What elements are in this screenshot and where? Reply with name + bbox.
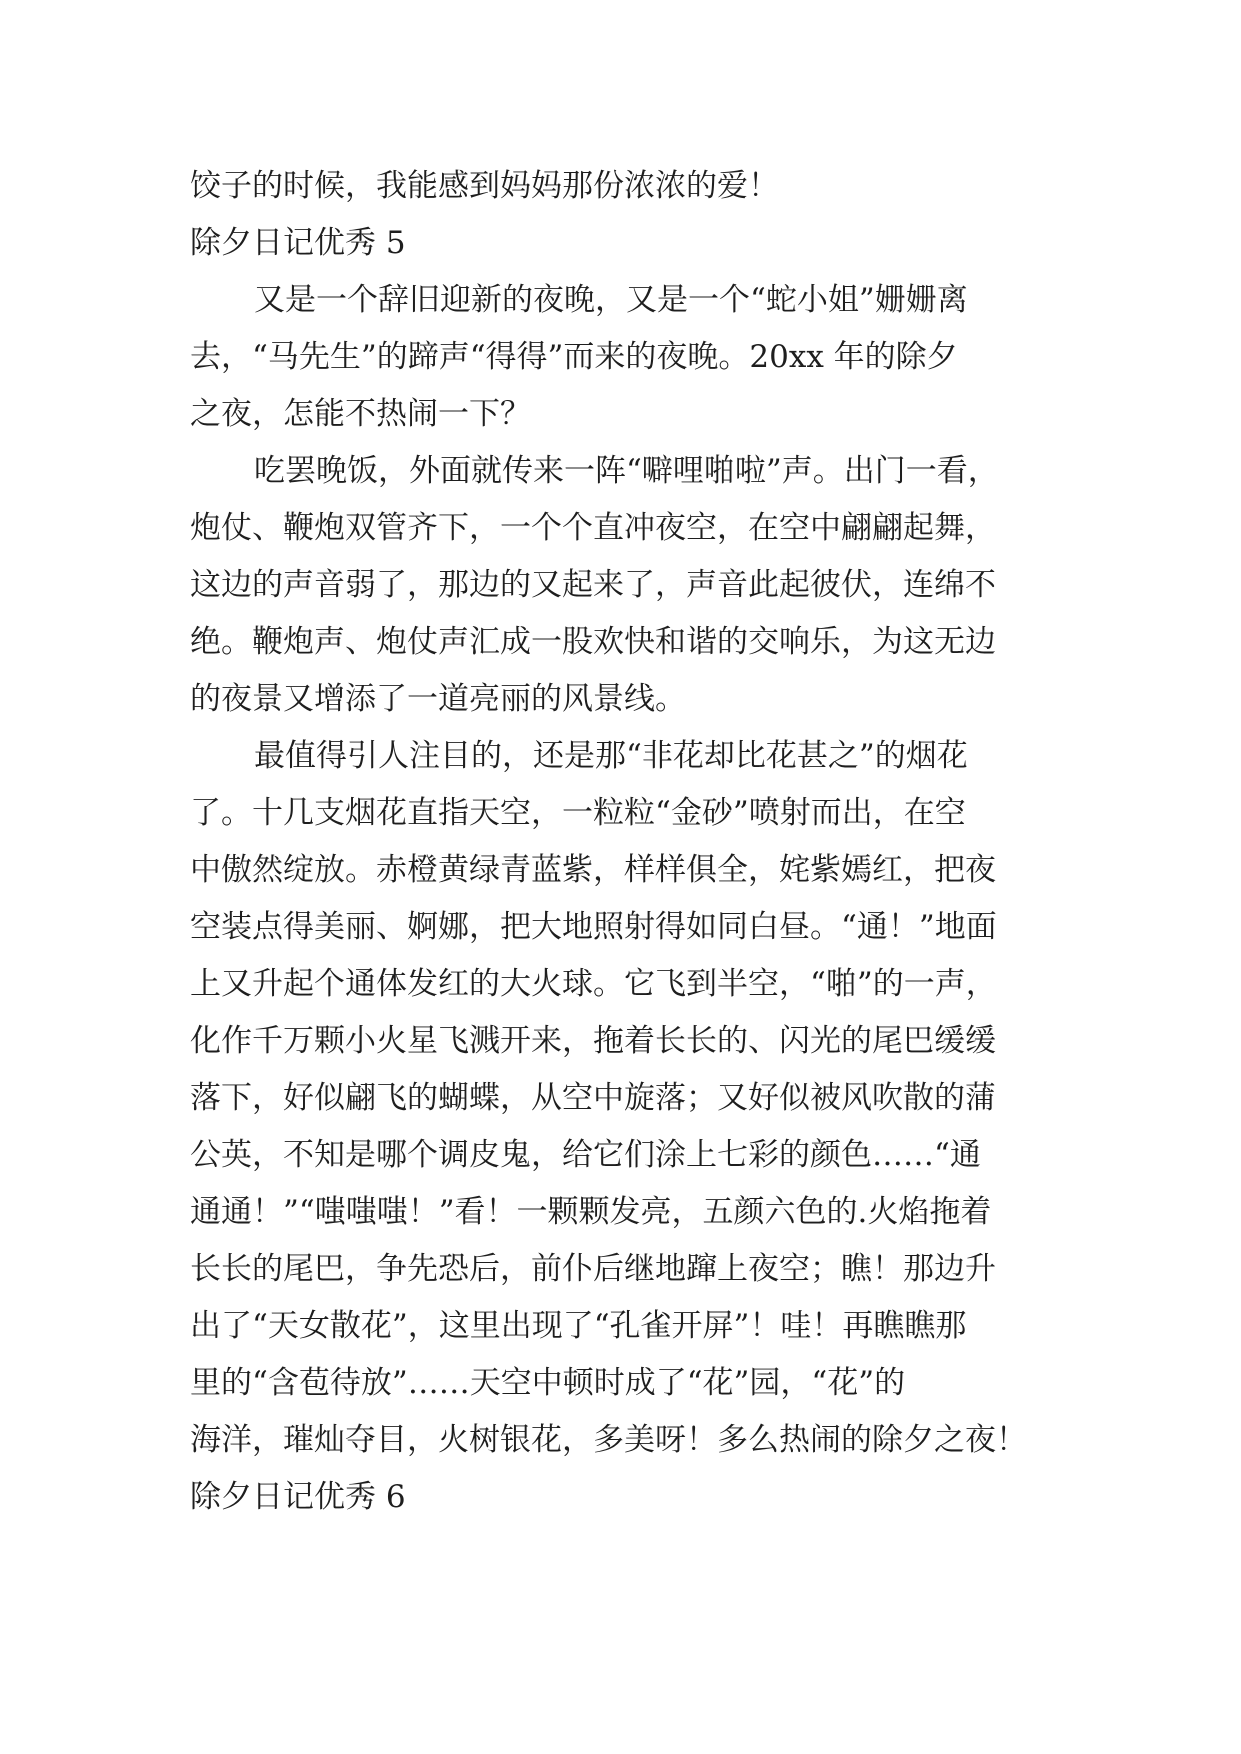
text-line: 通通！”“嗤嗤嗤！”看！一颗颗发亮，五颜六色的.火焰拖着	[190, 1194, 992, 1230]
text-line: 里的“含苞待放”……天空中顿时成了“花”园，“花”的	[190, 1365, 906, 1401]
text-line: 之夜，怎能不热闹一下？	[190, 396, 531, 432]
text-line: 的夜景又增添了一道亮丽的风景线。	[190, 681, 686, 717]
text-line: 空装点得美丽、婀娜，把大地照射得如同白昼。“通！”地面	[190, 909, 997, 945]
text-line: 公英，不知是哪个调皮鬼，给它们涂上七彩的颜色……“通	[190, 1137, 981, 1173]
text-line: 吃罢晚饭，外面就传来一阵“噼哩啪啦”声。出门一看，	[254, 453, 999, 489]
text-line: 绝。鞭炮声、炮仗声汇成一股欢快和谐的交响乐，为这无边	[190, 624, 996, 660]
paragraph	[190, 158, 1072, 215]
text-line: 中傲然绽放。赤橙黄绿青蓝紫，样样俱全，姹紫嫣红，把夜	[190, 852, 996, 888]
text-line: 化作千万颗小火星飞溅开来，拖着长长的、闪光的尾巴缓缓	[190, 1023, 996, 1059]
text-line: 海洋，璀灿夺目，火树银花，多美呀！多么热闹的除夕之夜！	[190, 1422, 1027, 1458]
paragraph	[190, 272, 1072, 443]
text-line: 出了“天女散花”，这里出现了“孔雀开屏”！哇！再瞧瞧那	[190, 1308, 967, 1344]
text-line: 上又升起个通体发红的大火球。它飞到半空，“啪”的一声，	[190, 966, 997, 1002]
paragraph	[190, 728, 1072, 1469]
text-line: 这边的声音弱了，那边的又起来了，声音此起彼伏，连绵不	[190, 567, 996, 603]
text-line: 又是一个辞旧迎新的夜晚，又是一个“蛇小姐”姗姗离	[254, 282, 968, 318]
text-line: 去，“马先生”的蹄声“得得”而来的夜晚。20xx 年的除夕	[190, 339, 958, 375]
text-line: 落下，好似翩飞的蝴蝶，从空中旋落；又好似被风吹散的蒲	[190, 1080, 996, 1116]
text-line: 饺子的时候，我能感到妈妈那份浓浓的爱！	[190, 168, 779, 204]
text-line: 最值得引人注目的，还是那“非花却比花甚之”的烟花	[254, 738, 968, 774]
document-body	[190, 158, 1072, 1526]
section-heading: 除夕日记优秀 5	[190, 225, 406, 261]
text-line: 长长的尾巴，争先恐后，前仆后继地蹿上夜空；瞧！那边升	[190, 1251, 996, 1287]
section-heading: 除夕日记优秀 6	[190, 1479, 406, 1515]
text-line: 炮仗、鞭炮双管齐下，一个个直冲夜空，在空中翩翩起舞，	[190, 510, 996, 546]
text-line: 了。十几支烟花直指天空，一粒粒“金砂”喷射而出，在空	[190, 795, 966, 831]
paragraph	[190, 443, 1072, 728]
